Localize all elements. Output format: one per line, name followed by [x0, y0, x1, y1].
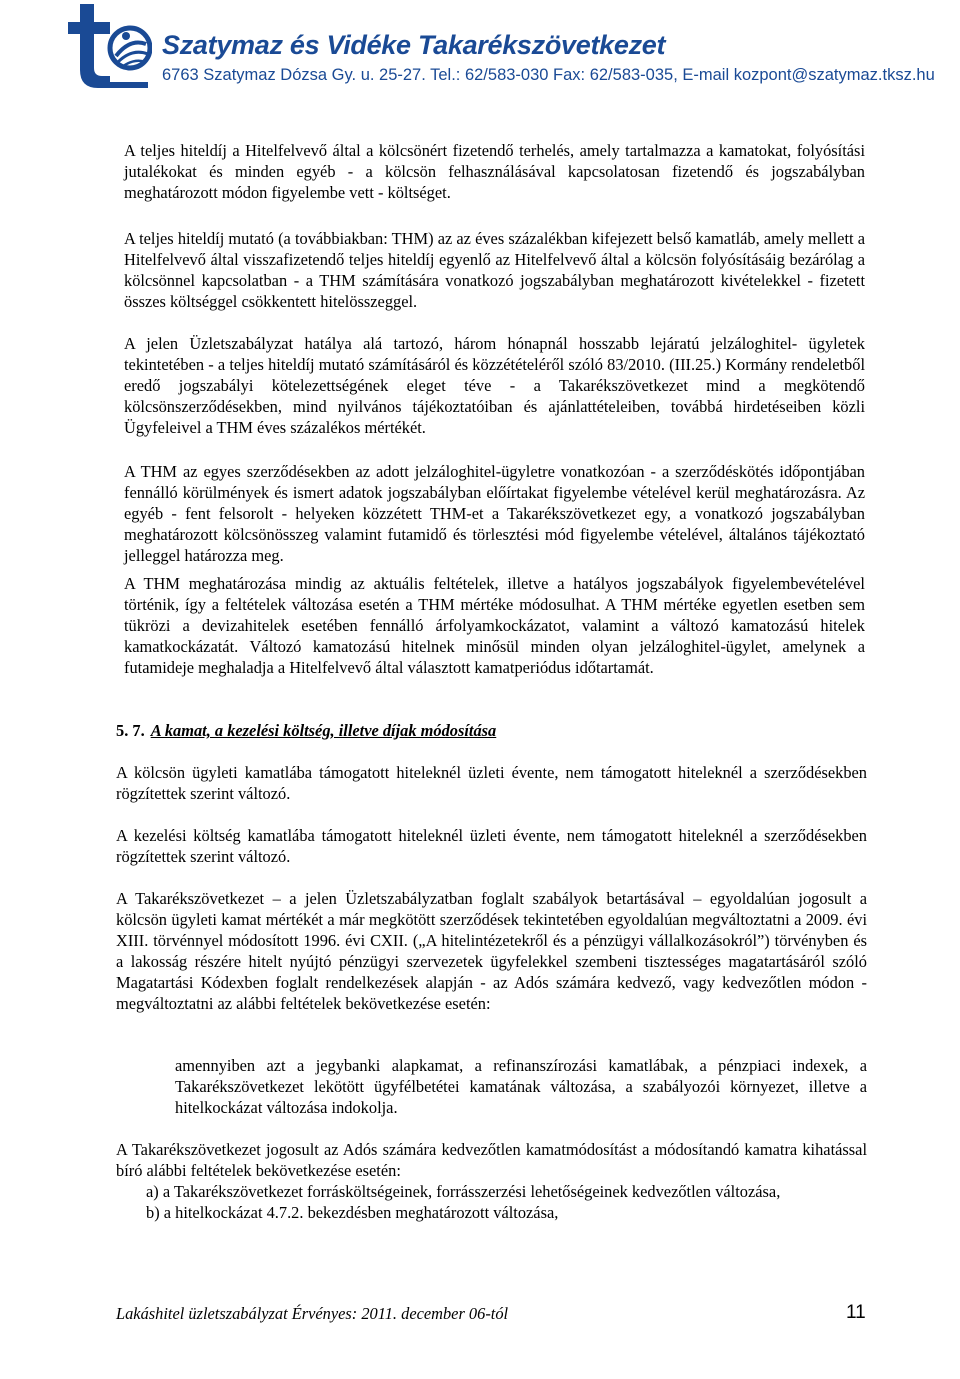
paragraph-thm-definition: A teljes hiteldíj mutató (a továbbiakban: THM) az az éves százalékban kifejezett belső kamatláb, amely mellett a Hitelfelvevő által visszafizetendő teljes hiteldíj egyenlő az Hitelfelvevő által a kölcsön folyósításáig bezárólag a kölcsönnel kapcsolatban - a THM számítására vonatkozó jogszabályban meghatározott kivételekkel - fizetett összes költséggel csökkentett hitelösszeggel.: [124, 229, 865, 311]
section-title: A kamat, a kezelési költség, illetve díjak módosítása: [150, 721, 497, 740]
paragraph-kezelesi-koltseg: A kezelési költség kamatlába támogatott hiteleknél üzleti évente, nem támogatott hiteleknél a szerződésekben rögzítettek szerint változó.: [116, 826, 867, 866]
paragraph-indokolas: amennyiben azt a jegybanki alapkamat, a refinanszírozási kamatlábak, a pénzpiaci indexek, a Takarékszövetkezet lekötött ügyfélbetétei kamatának változása, a szabályozói környezet, illetve a hitelkockázat változása indokolja.: [175, 1056, 867, 1117]
paragraph-thm-publication: A jelen Üzletszabályzat hatálya alá tartozó, három hónapnál hosszabb lejáratú jelzáloghitel- ügyletek tekintetében - a teljes hiteldíj mutató számításáról és közzétételéről szóló 83/2010. (III.25.) Kormány rendeletből eredő jogszabályi kötelezettségének eleget téve - a Takarékszövetkezet mind a megkötendő kölcsönszerződésekben, mind nyilvános tájékoztatóiban és ajánlattételeiben, továbbá hirdetéseiben közli Ügyfeleivel a THM éves százalékos mértékét.: [124, 334, 865, 437]
organization-address: 6763 Szatymaz Dózsa Gy. u. 25-27. Tel.: 62/583-030 Fax: 62/583-035, E-mail kozpont@szatymaz.tksz.hu: [162, 66, 935, 84]
section-heading: [116, 720, 496, 741]
takarekszovetkezet-logo-icon: [66, 4, 152, 92]
list-item: b) a hitelkockázat 4.7.2. bekezdésben meghatározott változása,: [146, 1203, 559, 1222]
paragraph-ugyleti-kamat: A kölcsön ügyleti kamatlába támogatott hiteleknél üzleti évente, nem támogatott hiteleknél a szerződésekben rögzítettek szerint változó.: [116, 763, 867, 803]
paragraph-kamat-modositas: A Takarékszövetkezet – a jelen Üzletszabályzatban foglalt szabályok betartásával – egyoldalúan jogosult a kölcsön ügyleti kamat mértékét a már megkötött szerződések tekintetében egyoldalúan megváltoztatni a 2009. évi XIII. törvénnyel módosított 1996. évi CXII. („A hitelintézetekről és a pénzügyi vállalkozásokról”) törvényben és a lakosság részére hitelt nyújtó pénzügyi szervezetek ügyfelekkel szembeni tisztességes magatartásáról szóló Magatartási Kódexben foglalt rendelkezések alapján - az Adós számára kedvező, vagy kedvezőtlen módon - megváltoztatni az alábbi feltételek bekövetkezése esetén:: [116, 889, 867, 1013]
page-number: 11: [846, 1302, 866, 1323]
list-item: a) a Takarékszövetkezet forrásköltségeinek, forrásszerzési lehetőségeinek kedvezőtlen változása,: [146, 1182, 781, 1201]
paragraph-thm-calculation: A THM az egyes szerződésekben az adott jelzáloghitel-ügyletre vonatkozóan - a szerződéskötés időpontjában fennálló körülmények és ismert adatok jogszabályban előírtakat figyelembe vételével kerül meghatározásra. Az egyéb - fent felsorolt - helyeken közzétett THM-et a Takarékszövetkezet egy, a vonatkozó jogszabályban meghatározott kölcsönösszeg valamint futamidő és törlesztési mód figyelembe vételével, általános tájékoztató jelleggel határozza meg.: [124, 462, 865, 565]
section-number: 5. 7.: [116, 721, 145, 740]
organization-name: Szatymaz és Vidéke Takarékszövetkezet: [162, 30, 666, 60]
paragraph-thm-conditions: A THM meghatározása mindig az aktuális feltételek, illetve a hatályos jogszabályok figyelembevételével történik, így a feltételek változása esetén a THM mértéke módosulhat. A THM mértéke egyetlen esetben sem tükrözi a devizahitelek esetében fennálló árfolyamkockázatot, valamint a változó kamatozású hitelek kamatkockázatát. Változó kamatozású hitelnek minősül minden olyan jelzáloghitel-ügylet, amelynek a futamideje meghaladja a Hitelfelvevő által választott kamatperiódus időtartamát.: [124, 574, 865, 677]
footer-document-title: Lakáshitel üzletszabályzat Érvényes: 2011. december 06-tól: [116, 1304, 509, 1323]
paragraph-kedvezotlen-modositas: A Takarékszövetkezet jogosult az Adós számára kedvezőtlen kamatmódosítást a módosítandó kamatra kihatással bíró alábbi feltételek bekövetkezése esetén:: [116, 1140, 867, 1180]
paragraph-teljes-hiteldij: A teljes hiteldíj a Hitelfelvevő által a kölcsönért fizetendő terhelés, amely tartalmazza a kamatokat, folyósítási jutalékokat és minden egyéb - a kölcsön felhasználásával kapcsolatosan fizetendő és jogszabályban meghatározott módon figyelembe vett - költséget.: [124, 141, 865, 202]
